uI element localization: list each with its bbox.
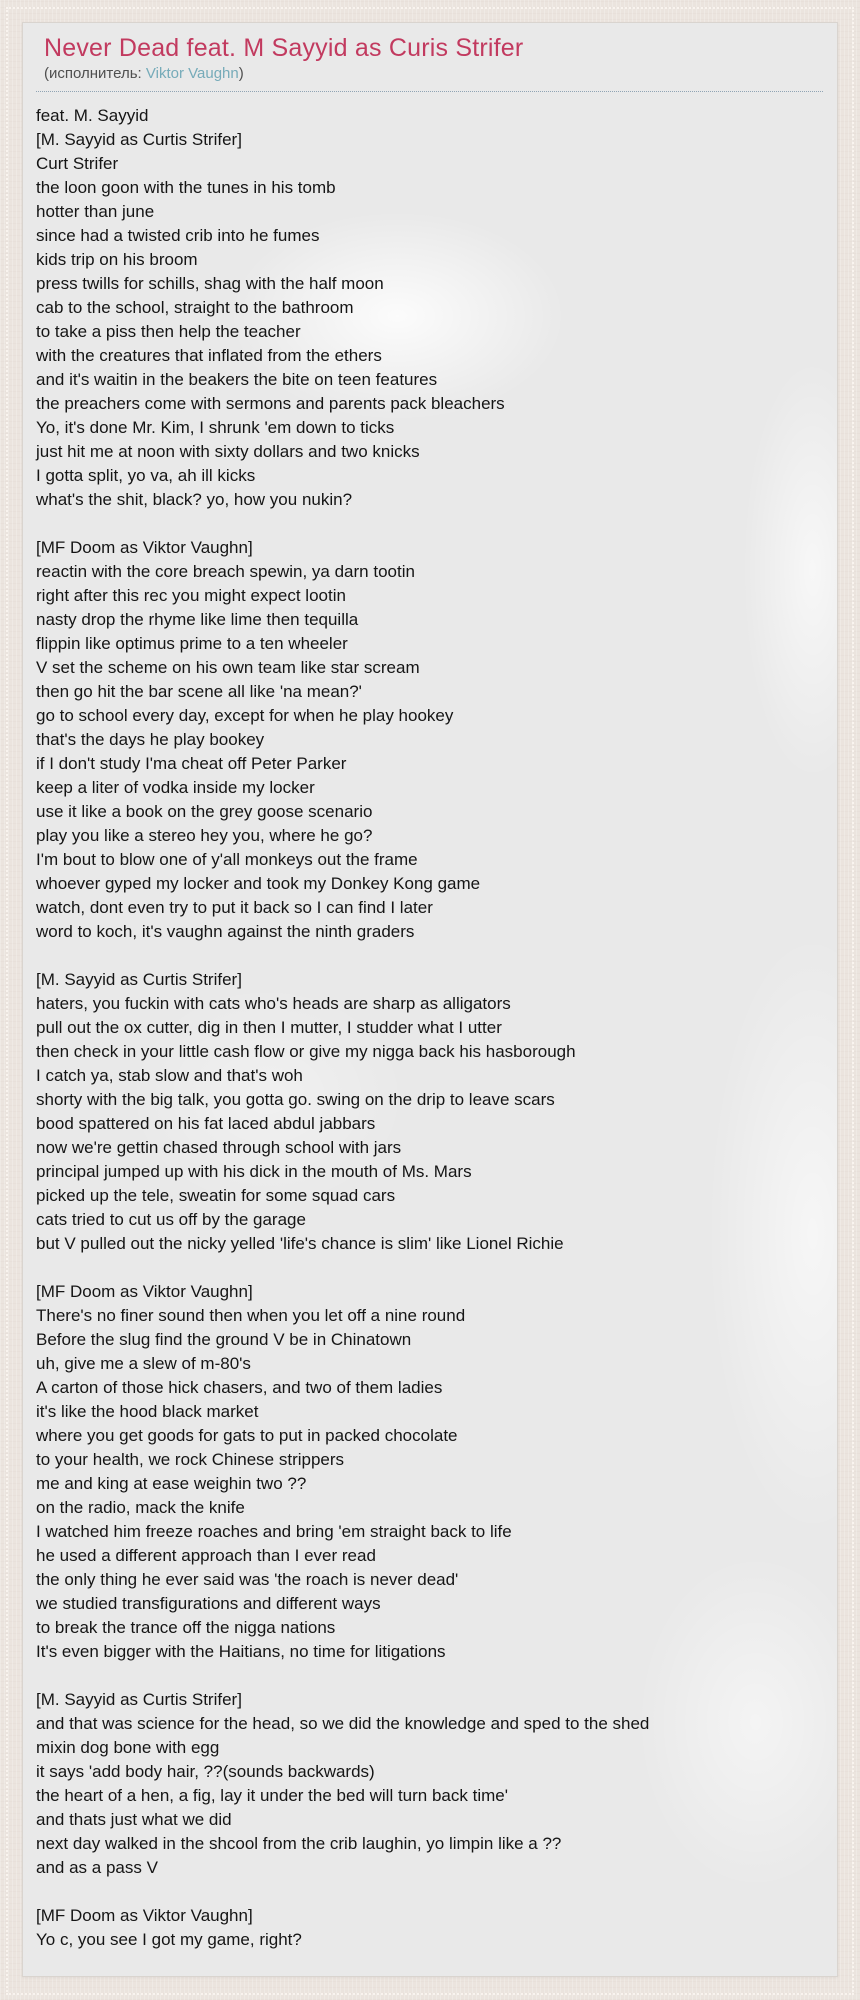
lyric-line: [M. Sayyid as Curtis Strifer] <box>36 130 242 149</box>
lyric-line: to break the trance off the nigga nations <box>36 1618 336 1637</box>
lyrics <box>36 104 823 1952</box>
lyric-line: use it like a book on the grey goose scenario <box>36 802 373 821</box>
lyric-line: I gotta split, yo va, ah ill kicks <box>36 466 256 485</box>
lyric-line: mixin dog bone with egg <box>36 1738 220 1757</box>
lyric-line: but V pulled out the nicky yelled 'life's chance is slim' like Lionel Richie <box>36 1234 564 1253</box>
lyric-line: feat. M. Sayyid <box>36 106 149 125</box>
lyric-line: [MF Doom as Viktor Vaughn] <box>36 1282 253 1301</box>
lyric-line: the loon goon with the tunes in his tomb <box>36 178 336 197</box>
stanza <box>36 104 823 512</box>
lyric-line: A carton of those hick chasers, and two of them ladies <box>36 1378 443 1397</box>
lyric-line: bood spattered on his fat laced abdul jabbars <box>36 1114 376 1133</box>
lyric-line: we studied transfigurations and different ways <box>36 1594 381 1613</box>
stanza <box>36 1904 823 1952</box>
lyrics-panel <box>22 22 838 1977</box>
stanza <box>36 536 823 944</box>
lyric-line: to your health, we rock Chinese strippers <box>36 1450 345 1469</box>
lyric-line: word to koch, it's vaughn against the ninth graders <box>36 922 415 941</box>
lyric-line: shorty with the big talk, you gotta go. swing on the drip to leave scars <box>36 1090 555 1109</box>
lyric-line: press twills for schills, shag with the half moon <box>36 274 384 293</box>
lyric-line: I'm bout to blow one of y'all monkeys out the frame <box>36 850 418 869</box>
lyric-line: and that was science for the head, so we did the knowledge and sped to the shed <box>36 1714 650 1733</box>
lyric-line: since had a twisted crib into he fumes <box>36 226 320 245</box>
lyric-line: cab to the school, straight to the bathroom <box>36 298 354 317</box>
lyric-line: I watched him freeze roaches and bring 'em straight back to life <box>36 1522 512 1541</box>
lyric-line: kids trip on his broom <box>36 250 198 269</box>
lyric-line: if I don't study I'ma cheat off Peter Parker <box>36 754 347 773</box>
lyric-line: next day walked in the shcool from the crib laughin, yo limpin like a ?? <box>36 1834 562 1853</box>
lyric-line: on the radio, mack the knife <box>36 1498 245 1517</box>
lyric-line: It's even bigger with the Haitians, no time for litigations <box>36 1642 446 1661</box>
stanza <box>36 1688 823 1880</box>
lyric-line: reactin with the core breach spewin, ya darn tootin <box>36 562 415 581</box>
lyric-line: [M. Sayyid as Curtis Strifer] <box>36 1690 242 1709</box>
lyric-line: to take a piss then help the teacher <box>36 322 301 341</box>
lyric-line: V set the scheme on his own team like star scream <box>36 658 420 677</box>
lyric-line: the preachers come with sermons and parents pack bleachers <box>36 394 505 413</box>
subtitle <box>44 64 823 84</box>
lyric-line: Curt Strifer <box>36 154 119 173</box>
lyric-line: just hit me at noon with sixty dollars and two knicks <box>36 442 420 461</box>
subtitle-suffix: ) <box>238 65 244 82</box>
lyric-line: what's the shit, black? yo, how you nukin? <box>36 490 353 509</box>
lyric-line: There's no finer sound then when you let off a nine round <box>36 1306 466 1325</box>
lyric-line: now we're gettin chased through school with jars <box>36 1138 402 1157</box>
lyric-line: hotter than june <box>36 202 155 221</box>
lyric-line: then check in your little cash flow or give my nigga back his hasborough <box>36 1042 576 1061</box>
lyric-line: I catch ya, stab slow and that's woh <box>36 1066 303 1085</box>
lyric-line: [M. Sayyid as Curtis Strifer] <box>36 970 242 989</box>
stanza <box>36 1280 823 1664</box>
lyric-line: then go hit the bar scene all like 'na mean?' <box>36 682 362 701</box>
lyric-line: cats tried to cut us off by the garage <box>36 1210 306 1229</box>
lyric-line: [MF Doom as Viktor Vaughn] <box>36 1906 253 1925</box>
lyric-line: and thats just what we did <box>36 1810 232 1829</box>
lyric-line: play you like a stereo hey you, where he go? <box>36 826 373 845</box>
lyric-line: where you get goods for gats to put in packed chocolate <box>36 1426 458 1445</box>
lyric-line: and as a pass V <box>36 1858 158 1877</box>
lyric-line: that's the days he play bookey <box>36 730 265 749</box>
lyric-line: the heart of a hen, a fig, lay it under the bed will turn back time' <box>36 1786 508 1805</box>
lyric-line: it says 'add body hair, ??(sounds backwards) <box>36 1762 375 1781</box>
lyric-line: haters, you fuckin with cats who's heads are sharp as alligators <box>36 994 511 1013</box>
lyric-line: flippin like optimus prime to a ten wheeler <box>36 634 348 653</box>
lyric-line: Yo c, you see I got my game, right? <box>36 1930 302 1949</box>
lyric-line: picked up the tele, sweatin for some squad cars <box>36 1186 396 1205</box>
lyric-line: me and king at ease weighin two ?? <box>36 1474 307 1493</box>
lyric-line: right after this rec you might expect lootin <box>36 586 346 605</box>
lyric-line: keep a liter of vodka inside my locker <box>36 778 315 797</box>
lyric-line: [MF Doom as Viktor Vaughn] <box>36 538 253 557</box>
lyric-line: uh, give me a slew of m-80's <box>36 1354 251 1373</box>
lyric-line: whoever gyped my locker and took my Donkey Kong game <box>36 874 481 893</box>
artist-link[interactable]: Viktor Vaughn <box>145 65 239 82</box>
lyric-line: he used a different approach than I ever read <box>36 1546 376 1565</box>
lyric-line: it's like the hood black market <box>36 1402 259 1421</box>
lyric-line: Yo, it's done Mr. Kim, I shrunk 'em down to ticks <box>36 418 395 437</box>
subtitle-prefix: (исполнитель: <box>44 65 146 82</box>
lyric-line: with the creatures that inflated from the ethers <box>36 346 382 365</box>
lyric-line: Before the slug find the ground V be in Chinatown <box>36 1330 412 1349</box>
lyric-line: and it's waitin in the beakers the bite on teen features <box>36 370 438 389</box>
lyric-line: pull out the ox cutter, dig in then I mutter, I studder what I utter <box>36 1018 502 1037</box>
lyric-line: watch, dont even try to put it back so I can find I later <box>36 898 433 917</box>
page-title: Never Dead feat. M Sayyid as Curis Strifer <box>44 34 524 62</box>
lyric-line: principal jumped up with his dick in the mouth of Ms. Mars <box>36 1162 472 1181</box>
lyric-line: the only thing he ever said was 'the roach is never dead' <box>36 1570 459 1589</box>
lyric-line: nasty drop the rhyme like lime then tequilla <box>36 610 359 629</box>
song-header <box>36 33 823 92</box>
stanza <box>36 968 823 1256</box>
lyric-line: go to school every day, except for when he play hookey <box>36 706 454 725</box>
